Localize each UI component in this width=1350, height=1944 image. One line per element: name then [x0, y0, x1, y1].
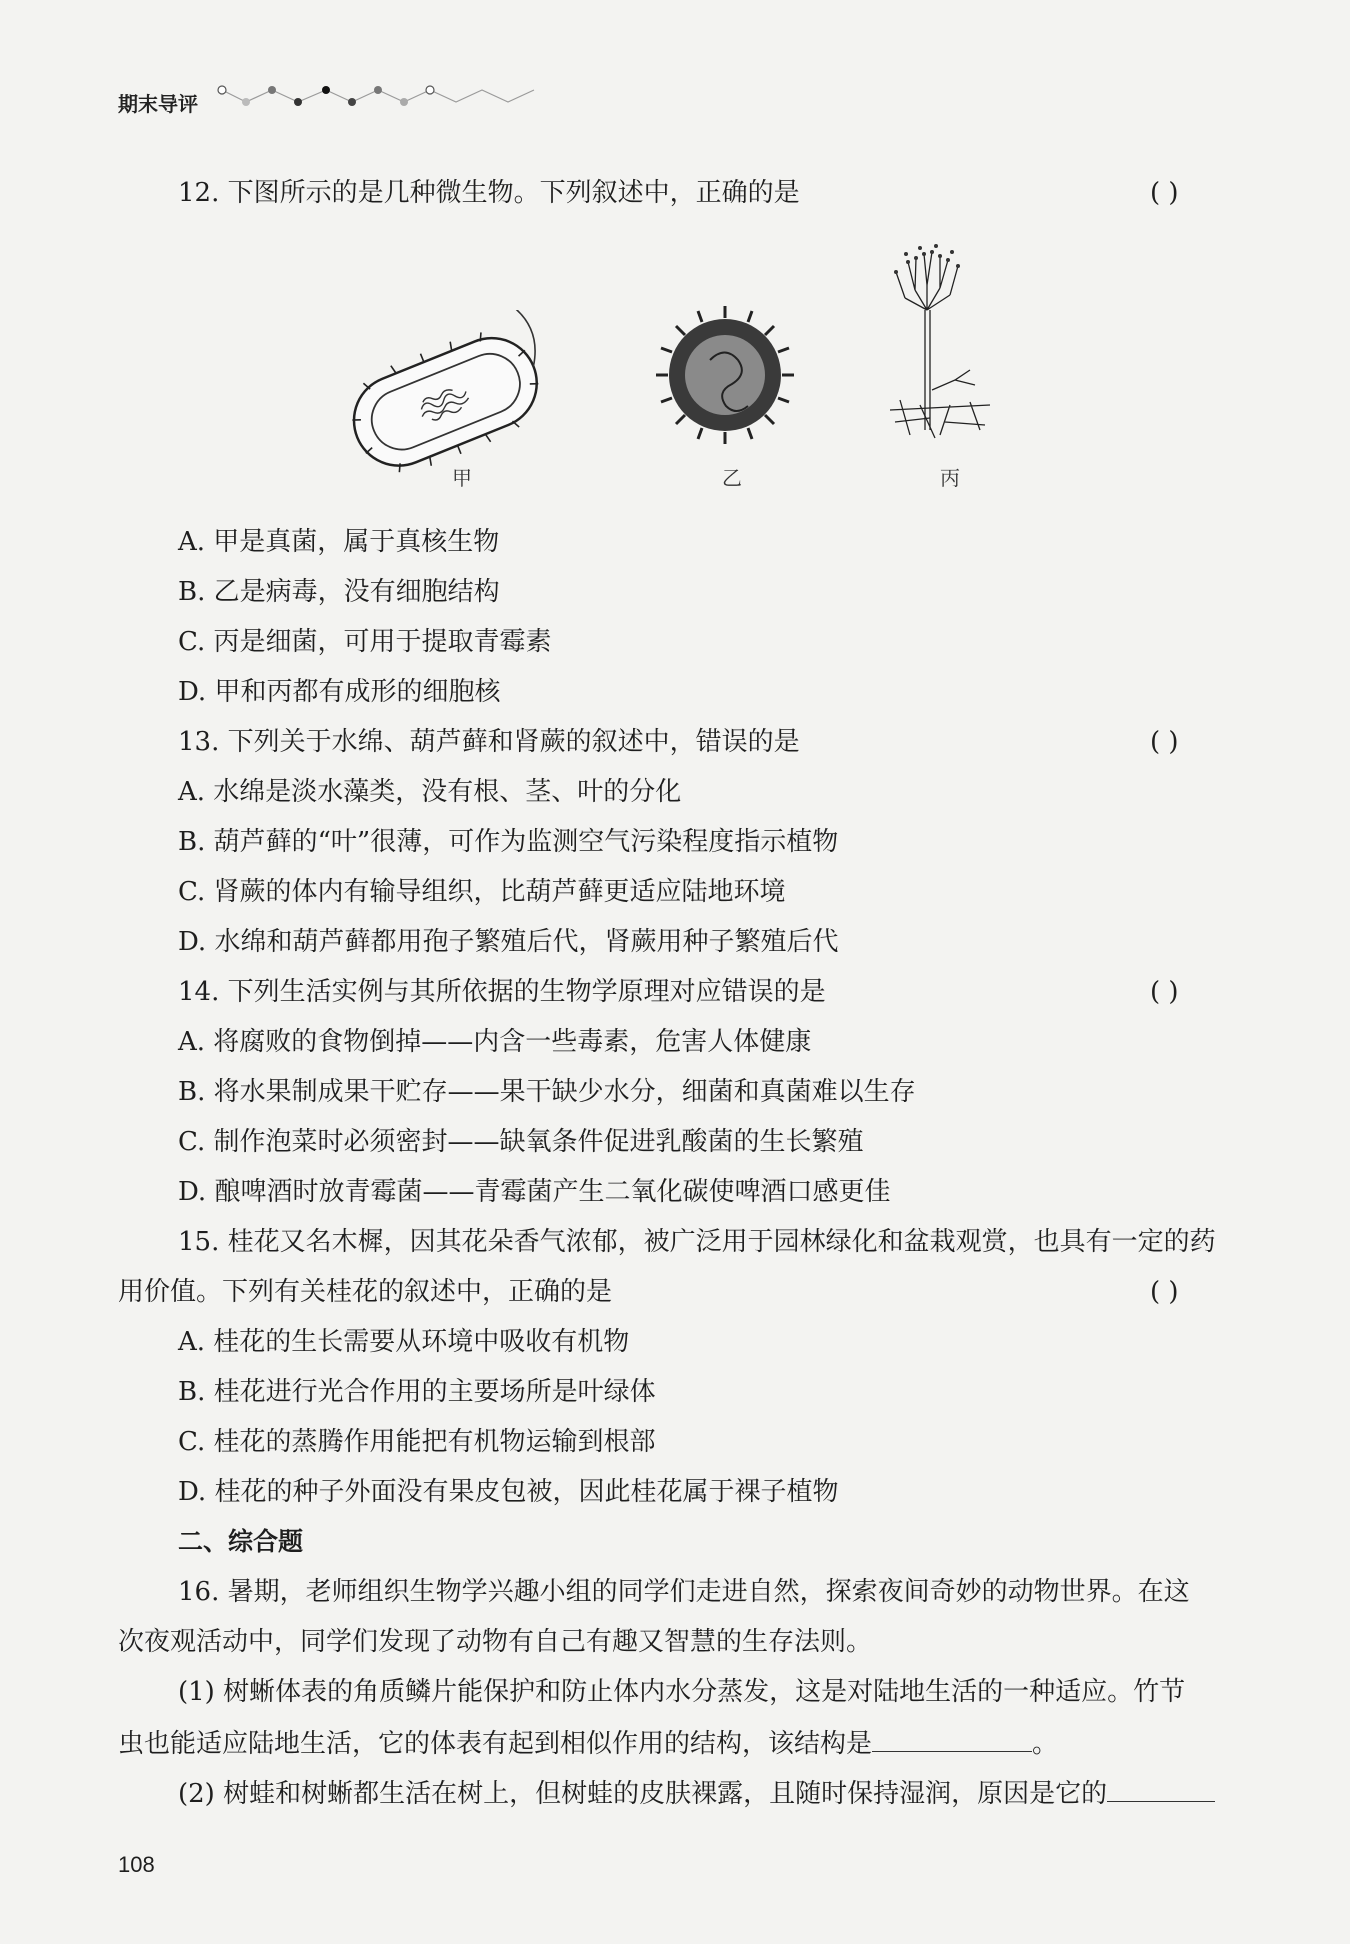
q12-option-a: A. 甲是真菌，属于真核生物: [178, 527, 500, 557]
q16-intro-line1: 16. 暑期，老师组织生物学兴趣小组的同学们走进自然，探索夜间奇妙的动物世界。在这: [178, 1577, 1190, 1607]
q16-part1-end: 。: [1032, 1729, 1059, 1759]
figure-label-bing: 丙: [940, 466, 960, 490]
q14-stem: 14. 下列生活实例与其所依据的生物学原理对应错误的是: [178, 977, 826, 1007]
q12-option-b: B. 乙是病毒，没有细胞结构: [178, 577, 500, 607]
q14-answer-paren: ( ): [1150, 977, 1179, 1007]
q15-answer-paren: ( ): [1150, 1277, 1179, 1307]
q14-option-c: C. 制作泡菜时必须密封——缺氧条件促进乳酸菌的生长繁殖: [178, 1127, 864, 1157]
q12-stem: 12. 下图所示的是几种微生物。下列叙述中，正确的是: [178, 178, 800, 208]
microorganism-figure: [340, 240, 1020, 500]
q15-option-b: B. 桂花进行光合作用的主要场所是叶绿体: [178, 1377, 656, 1407]
figure-label-jia: 甲: [452, 466, 472, 490]
q13-stem: 13. 下列关于水绵、葫芦藓和肾蕨的叙述中，错误的是: [178, 727, 800, 757]
q16-part2-text: (2) 树蛙和树蜥都生活在树上，但树蛙的皮肤裸露，且随时保持湿润，原因是它的: [178, 1779, 1108, 1809]
q15-stem-line1: 15. 桂花又名木樨，因其花朵香气浓郁，被广泛用于园林绿化和盆栽观赏，也具有一定的药: [178, 1227, 1216, 1257]
header-dots-decoration: [216, 82, 626, 116]
figure-label-yi: 乙: [722, 466, 742, 490]
answer-blank-2[interactable]: [1107, 1775, 1215, 1802]
q15-option-d: D. 桂花的种子外面没有果皮包被，因此桂花属于裸子植物: [178, 1477, 839, 1507]
q13-answer-paren: ( ): [1150, 727, 1179, 757]
q13-option-c: C. 肾蕨的体内有输导组织，比葫芦藓更适应陆地环境: [178, 877, 786, 907]
answer-blank-1[interactable]: [872, 1725, 1032, 1752]
q15-stem-line2: 用价值。下列有关桂花的叙述中，正确的是: [118, 1277, 613, 1307]
q14-option-d: D. 酿啤酒时放青霉菌——青霉菌产生二氧化碳使啤酒口感更佳: [178, 1177, 891, 1207]
q16-part2-line1: [178, 1775, 1215, 1811]
q12-option-d: D. 甲和丙都有成形的细胞核: [178, 677, 501, 707]
q12-option-c: C. 丙是细菌，可用于提取青霉素: [178, 627, 552, 657]
q12-answer-paren: ( ): [1150, 178, 1179, 208]
header-label: 期末导评: [118, 92, 198, 116]
q16-part1-line2: [118, 1725, 1058, 1761]
q15-option-c: C. 桂花的蒸腾作用能把有机物运输到根部: [178, 1427, 656, 1457]
q16-part1-text: 虫也能适应陆地生活，它的体表有起到相似作用的结构，该结构是: [118, 1729, 873, 1759]
section-title: 二、综合题: [178, 1527, 304, 1556]
q13-option-b: B. 葫芦藓的“叶”很薄，可作为监测空气污染程度指示植物: [178, 827, 839, 857]
q13-option-d: D. 水绵和葫芦藓都用孢子繁殖后代，肾蕨用种子繁殖后代: [178, 927, 839, 957]
page-number: 108: [118, 1852, 155, 1877]
q16-part1-line1: (1) 树蜥体表的角质鳞片能保护和防止体内水分蒸发，这是对陆地生活的一种适应。竹节: [178, 1677, 1186, 1707]
q14-option-b: B. 将水果制成果干贮存——果干缺少水分，细菌和真菌难以生存: [178, 1077, 916, 1107]
q15-option-a: A. 桂花的生长需要从环境中吸收有机物: [178, 1327, 630, 1357]
q14-option-a: A. 将腐败的食物倒掉——内含一些毒素，危害人体健康: [178, 1027, 812, 1057]
q13-option-a: A. 水绵是淡水藻类，没有根、茎、叶的分化: [178, 777, 682, 807]
q16-intro-line2: 次夜观活动中，同学们发现了动物有自己有趣又智慧的生存法则。: [118, 1627, 873, 1657]
virus-illustration: [650, 300, 800, 450]
penicillium-illustration: [880, 240, 1000, 440]
